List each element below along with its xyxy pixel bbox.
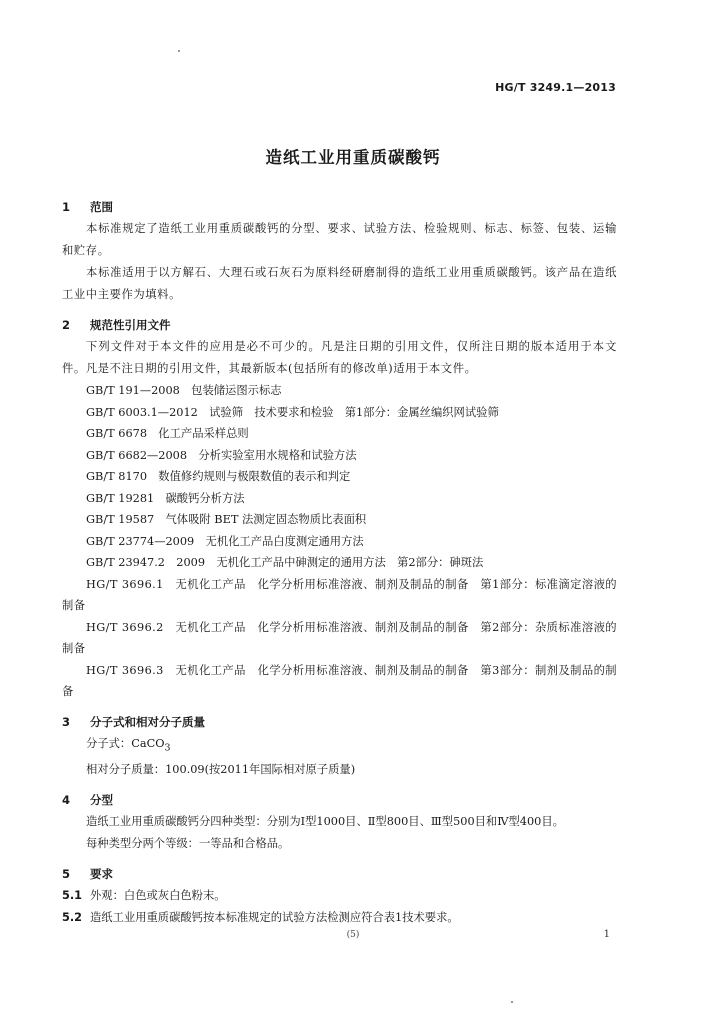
section-title: 范围: [90, 200, 113, 214]
reference-item: GB/T 8170 数值修约规则与极限数值的表示和判定: [86, 470, 351, 483]
section-number: 5: [62, 866, 71, 881]
section-1-heading: [62, 196, 617, 218]
reference-item: GB/T 191—2008 包装储运图示标志: [86, 384, 282, 397]
grade-description: 每种类型分两个等级：一等品和合格品。: [86, 836, 290, 850]
scan-speck: [178, 50, 180, 52]
formula-text: 分子式：CaCO: [86, 736, 165, 750]
type-description: 造纸工业用重质碳酸钙分四种类型：分别为Ⅰ型1000目、Ⅱ型800目、Ⅲ型500目和Ⅳ型400目。: [86, 814, 564, 828]
clause-number: 5.2: [62, 910, 83, 924]
standard-number: HG/T 3249.1—2013: [495, 81, 616, 94]
clause-number: 5.1: [62, 888, 83, 902]
reference-item: GB/T 6682—2008 分析实验室用水规格和试验方法: [86, 448, 357, 462]
scan-speck: [511, 1001, 513, 1003]
paragraph: 下列文件对于本文件的应用是必不可少的。凡是注日期的引用文件，仅所注日期的版本适用于本文件。凡是不注日期的引用文件，其最新版本(包括所有的修改单)适用于本文件。: [62, 340, 617, 375]
section-5-heading: [62, 863, 617, 885]
reference-item: GB/T 23947.2 2009 无机化工产品中砷测定的通用方法 第2部分：砷斑法: [86, 556, 484, 569]
section-3-heading: [62, 711, 617, 733]
reference-item: HG/T 3696.2 无机化工产品 化学分析用标准溶液、制剂及制品的制备 第2部分：杂质标准溶液的制备: [62, 620, 617, 655]
section-number: 3: [62, 714, 71, 729]
section-number: 1: [62, 200, 71, 214]
formula-subscript: 3: [164, 741, 171, 753]
section-title: 分子式和相对分子质量: [90, 714, 205, 729]
reference-item: HG/T 3696.3 无机化工产品 化学分析用标准溶液、制剂及制品的制备 第3部分：制剂及制品的制备: [62, 663, 617, 698]
footer-mark: (5): [346, 930, 360, 940]
section-4-heading: [62, 789, 617, 811]
section-title: 要求: [90, 866, 113, 881]
section-title: 规范性引用文件: [90, 318, 171, 332]
clause-5-2: [62, 907, 617, 929]
molecular-formula: [62, 733, 617, 759]
section-number: 2: [62, 318, 71, 332]
paragraph: 本标准规定了造纸工业用重质碳酸钙的分型、要求、试验方法、检验规则、标志、标签、包装、运输和贮存。: [62, 222, 617, 257]
section-title: 分型: [90, 792, 113, 807]
document-body: [62, 196, 617, 929]
section-number: 4: [62, 792, 71, 807]
reference-item: GB/T 19281 碳酸钙分析方法: [86, 491, 245, 505]
molecular-mass: 相对分子质量：100.09(按2011年国际相对原子质量): [86, 762, 356, 776]
clause-text: 外观：白色或灰白色粉末。: [90, 888, 226, 902]
reference-item: GB/T 6003.1—2012 试验筛 技术要求和检验 第1部分：金属丝编织网试验筛: [86, 405, 499, 419]
clause-5-1: [62, 885, 617, 907]
reference-item: GB/T 19587 气体吸附 BET 法测定固态物质比表面积: [86, 513, 367, 526]
page-number: 1: [603, 929, 610, 940]
reference-item: GB/T 23774—2009 无机化工产品白度测定通用方法: [86, 534, 364, 548]
reference-item: GB/T 6678 化工产品采样总则: [86, 427, 249, 440]
paragraph: 本标准适用于以方解石、大理石或石灰石为原料经研磨制得的造纸工业用重质碳酸钙。该产品在造纸工业中主要作为填料。: [62, 266, 617, 301]
clause-text: 造纸工业用重质碳酸钙按本标准规定的试验方法检测应符合表1技术要求。: [90, 910, 459, 924]
document-title: 造纸工业用重质碳酸钙: [265, 148, 441, 167]
section-2-heading: [62, 314, 617, 336]
reference-item: HG/T 3696.1 无机化工产品 化学分析用标准溶液、制剂及制品的制备 第1部分：标准滴定溶液的制备: [62, 577, 617, 612]
